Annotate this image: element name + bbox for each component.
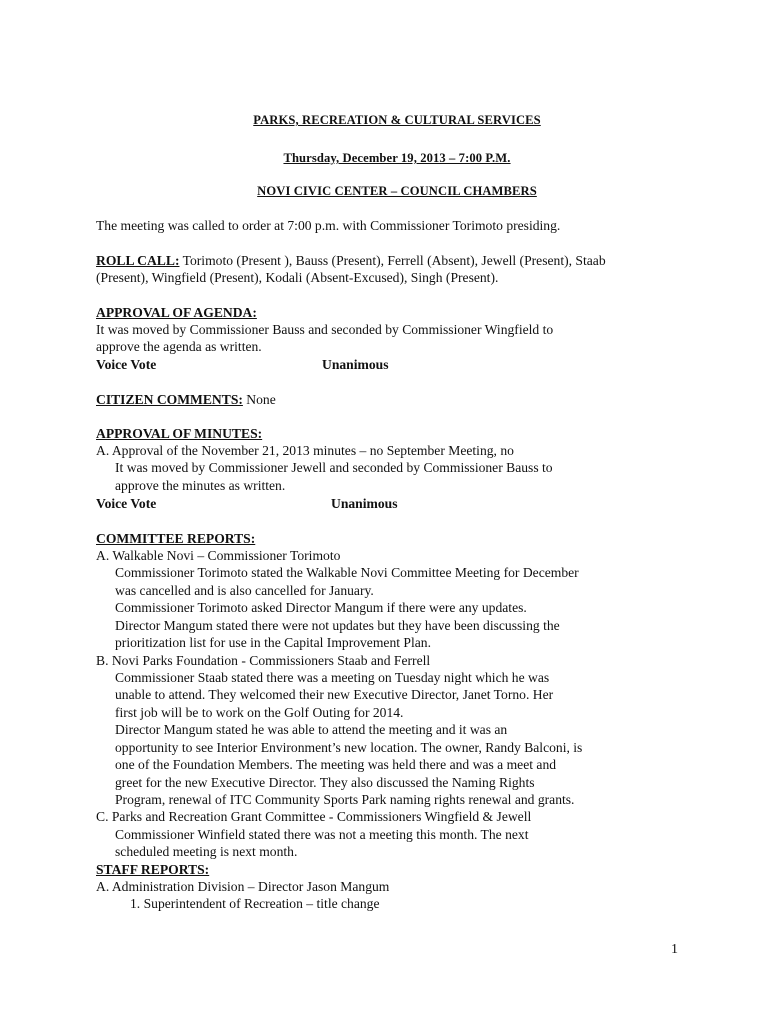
roll-call-line-2: (Present), Wingfield (Present), Kodali (Absent-Excused), Singh (Present). xyxy=(96,270,499,285)
page-number: 1 xyxy=(671,942,678,957)
committee-line: Commissioner Torimoto stated the Walkable Novi Committee Meeting for December xyxy=(115,565,579,580)
roll-call-text-1: Torimoto (Present ), Bauss (Present), Ferrell (Absent), Jewell (Present), Staab xyxy=(179,253,606,268)
approval-minutes-line-1: A. Approval of the November 21, 2013 minutes – no September Meeting, no xyxy=(96,443,514,458)
agenda-vote-result: Unanimous xyxy=(322,357,389,372)
approval-agenda-line-2: approve the agenda as written. xyxy=(96,339,262,354)
committee-line: greet for the new Executive Director. They also discussed the Naming Rights xyxy=(115,775,535,790)
committee-line: was cancelled and is also cancelled for January. xyxy=(115,583,374,598)
committee-item-b: B. Novi Parks Foundation - Commissioners Staab and Ferrell xyxy=(96,653,431,668)
committee-line: Commissioner Staab stated there was a meeting on Tuesday night which he was xyxy=(115,670,550,685)
committee-line: Director Mangum stated there were not updates but they have been discussing the xyxy=(115,618,560,633)
committee-line: opportunity to see Interior Environment’s new location. The owner, Randy Balconi, is xyxy=(115,740,583,755)
committee-line: prioritization list for use in the Capital Improvement Plan. xyxy=(115,635,431,650)
committee-line: scheduled meeting is next month. xyxy=(115,844,298,859)
committee-line: first job will be to work on the Golf Outing for 2014. xyxy=(115,705,404,720)
citizen-comments-label: CITIZEN COMMENTS: xyxy=(96,392,243,407)
committee-item-a: A. Walkable Novi – Commissioner Torimoto xyxy=(96,548,341,563)
approval-minutes-line-2: It was moved by Commissioner Jewell and seconded by Commissioner Bauss to xyxy=(115,460,553,475)
staff-reports-heading: STAFF REPORTS: xyxy=(96,862,210,877)
approval-minutes-line-3: approve the minutes as written. xyxy=(115,478,286,493)
committee-line: Commissioner Winfield stated there was not a meeting this month. The next xyxy=(115,827,529,842)
staff-reports-line-2: 1. Superintendent of Recreation – title change xyxy=(130,896,380,911)
committee-line: Program, renewal of ITC Community Sports Park naming rights renewal and grants. xyxy=(115,792,575,807)
document-title: PARKS, RECREATION & CULTURAL SERVICES xyxy=(253,113,541,127)
citizen-comments-value: None xyxy=(242,392,276,407)
meeting-location: NOVI CIVIC CENTER – COUNCIL CHAMBERS xyxy=(257,184,537,198)
committee-line: Commissioner Torimoto asked Director Mangum if there were any updates. xyxy=(115,600,527,615)
roll-call-line-1 xyxy=(96,252,606,269)
committee-line: unable to attend. They welcomed their new Executive Director, Janet Torno. Her xyxy=(115,687,554,702)
committee-line: one of the Foundation Members. The meeting was held there and was a meet and xyxy=(115,757,557,772)
minutes-vote-result: Unanimous xyxy=(331,496,398,511)
approval-minutes-heading: APPROVAL OF MINUTES: xyxy=(96,426,263,441)
committee-item-c: C. Parks and Recreation Grant Committee - Commissioners Wingfield & Jewell xyxy=(96,809,532,824)
staff-reports-line-1: A. Administration Division – Director Jason Mangum xyxy=(96,879,390,894)
committee-line: Director Mangum stated he was able to attend the meeting and it was an xyxy=(115,722,508,737)
intro-paragraph: The meeting was called to order at 7:00 p.m. with Commissioner Torimoto presiding. xyxy=(96,218,561,233)
committee-reports-heading: COMMITTEE REPORTS: xyxy=(96,531,256,546)
roll-call-label: ROLL CALL: xyxy=(96,253,180,268)
approval-agenda-line-1: It was moved by Commissioner Bauss and seconded by Commissioner Wingfield to xyxy=(96,322,554,337)
agenda-vote-label: Voice Vote xyxy=(96,357,157,372)
minutes-vote-label: Voice Vote xyxy=(96,496,157,511)
approval-agenda-heading: APPROVAL OF AGENDA: xyxy=(96,305,257,320)
meeting-date: Thursday, December 19, 2013 – 7:00 P.M. xyxy=(283,151,511,165)
citizen-comments-line xyxy=(96,391,276,408)
